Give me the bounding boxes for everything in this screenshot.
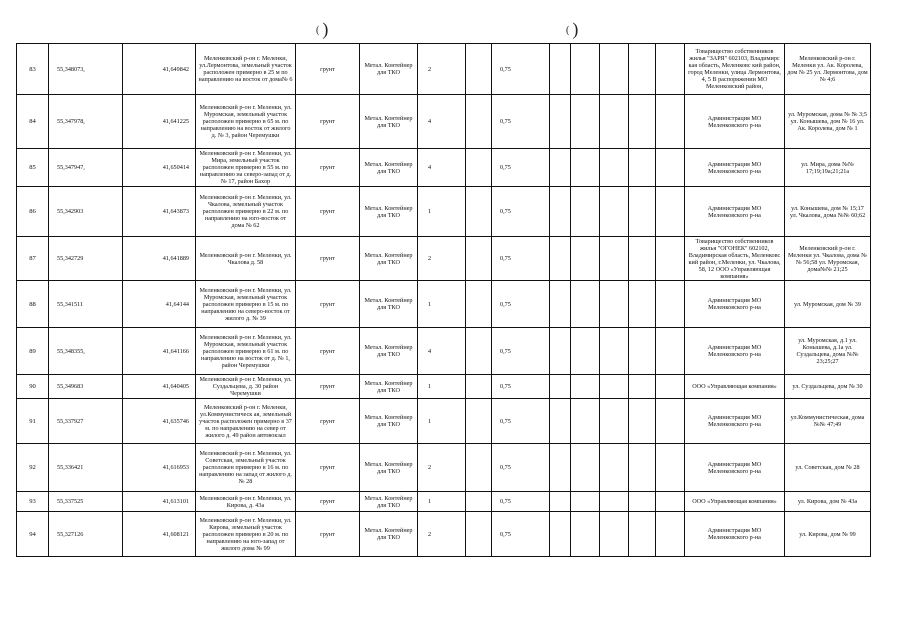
cell-waste-sources: ул.Коммунистическая, дома №№ 47;49 [785,399,871,444]
cell-location: Меленковский р-он г. Меленки, ул. Кирова, земельный участок расположен примерно в 20 м. по направлению на юго-запад от жилого дома № 99 [196,512,296,557]
cell-longitude: 41,643873 [123,187,196,237]
cell-location: Меленковский р-он г. Меленки, ул. Кирова, д. 43а [196,492,296,512]
cell-container-count: 2 [418,512,466,557]
cell-surface: грунт [296,281,360,328]
cell-empty [466,492,492,512]
cell-waste-sources: ул. Конышева, дом № 15;17 ул. Чкалова, дома №№ 60;62 [785,187,871,237]
cell-location: Меленковский р-он г. Меленки, ул. Советская, земельный участок расположен примерно в 16 м. по направлению на запад от жилого д. № 28 [196,444,296,492]
cell-empty [550,399,571,444]
cell-container-volume: 0,75 [492,399,550,444]
cell-waste-sources: ул. Муромская, дома № № 3;5 ул. Конышева, дом № 16 ул. Ак. Королева, дом № 1 [785,95,871,149]
cell-container-volume: 0,75 [492,444,550,492]
cell-container-volume: 0,75 [492,149,550,187]
cell-empty [466,328,492,375]
cell-container-count: 2 [418,237,466,281]
cell-row-number: 94 [17,512,49,557]
cell-waste-sources: ул. Муромская, дом № 39 [785,281,871,328]
cell-surface: грунт [296,328,360,375]
cell-empty [656,281,685,328]
cell-row-number: 91 [17,399,49,444]
cell-container-count: 1 [418,399,466,444]
cell-empty [656,444,685,492]
cell-location: Меленковский р-он г. Меленки, ул. Чкалова д. 58 [196,237,296,281]
cell-owner: Товарищество собственников жилья "ОГОНЕК" 602102, Владимирская область, Меленковс кий район, г.Меленки, ул. Чкалова, 58, 12 ООО «Управляющая компания» [685,237,785,281]
cell-empty [629,328,656,375]
cell-empty [600,399,629,444]
cell-longitude: 41,640405 [123,375,196,399]
cell-row-number: 87 [17,237,49,281]
cell-location: Меленковский р-он г. Меленки, ул. Мира, земельный участок расположен примерно в 55 м. по направлению на северо-запад от д. № 17, район Бахор [196,149,296,187]
cell-waste-sources: Меленковский р-он г. Меленки ул. Чкалова, дома №№ 56;58 ул. Муромская, дома№№ 21;25 [785,237,871,281]
cell-empty [656,95,685,149]
cell-container-count: 1 [418,492,466,512]
cell-row-number: 86 [17,187,49,237]
cell-waste-sources: ул. Кирова, дом № 43а [785,492,871,512]
cell-longitude: 41,635746 [123,399,196,444]
cell-latitude: 55,348073, [49,44,123,95]
cell-waste-sources: ул. Муромская, д.1 ул. Конышева, д.1а ул. Суздальцева, дома №№ 23;25;27 [785,328,871,375]
cell-empty [656,492,685,512]
cell-longitude: 41,650414 [123,149,196,187]
table-row [17,444,871,492]
cell-location: Меленковский р-он г. Меленки, ул. Суздальцева, д. 30 район Черемушки [196,375,296,399]
cell-empty [629,444,656,492]
cell-row-number: 85 [17,149,49,187]
cell-latitude: 55,348355, [49,328,123,375]
cell-empty [629,512,656,557]
cell-empty [466,444,492,492]
cell-surface: грунт [296,375,360,399]
cell-latitude: 55,347978, [49,95,123,149]
cell-longitude: 41,64144 [123,281,196,328]
cell-owner: Товарищество собственников жилья "ЗАРЯ" 602103, Владимирс кая область, Меленковс кий район, город Меленки, улица Лермонтова, 4, 5 В распоряжении МО Меленковский район, [685,44,785,95]
cell-owner: Администрация МО Меленковского р-на [685,328,785,375]
cell-location: Меленковский р-он г. Меленки, ул. Муромская, земельный участок расположен примерно в 65 м. по направлению на восток от жилого д. № 3, район Черемушки [196,95,296,149]
cell-container-volume: 0,75 [492,492,550,512]
cell-surface: грунт [296,149,360,187]
cell-waste-sources: ул. Суздальцева, дом № 30 [785,375,871,399]
cell-surface: грунт [296,512,360,557]
cell-container-volume: 0,75 [492,187,550,237]
cell-empty [466,399,492,444]
cell-location: Меленковский р-он г. Меленки, ул. Муромская, земельный участок расположен примерно в 15 м. по направлению на северо-восток от жилого д. № 39 [196,281,296,328]
cell-owner: ООО «Управляющая компания» [685,375,785,399]
cell-empty [629,149,656,187]
cell-container-type: Метал. Контейнер для ТКО [360,512,418,557]
cell-container-volume: 0,75 [492,44,550,95]
cell-surface: грунт [296,237,360,281]
cell-longitude: 41,641889 [123,237,196,281]
cell-waste-sources: ул. Советская, дом № 28 [785,444,871,492]
cell-empty [600,44,629,95]
cell-empty [571,399,600,444]
cell-container-count: 1 [418,375,466,399]
cell-empty [656,187,685,237]
cell-row-number: 93 [17,492,49,512]
cell-container-count: 4 [418,328,466,375]
cell-container-volume: 0,75 [492,281,550,328]
cell-empty [550,44,571,95]
cell-row-number: 90 [17,375,49,399]
cell-surface: грунт [296,399,360,444]
cell-empty [550,375,571,399]
cell-empty [600,444,629,492]
cell-empty [550,187,571,237]
cell-location: Меленковский р-он г. Меленки, ул.Коммунистическ ая, земельный участок расположен примерно в 37 м. по направлению на север от жилого д. 49 район автовокзал [196,399,296,444]
cell-container-volume: 0,75 [492,95,550,149]
cell-empty [600,328,629,375]
table-row [17,328,871,375]
cell-longitude: 41,608121 [123,512,196,557]
cell-row-number: 84 [17,95,49,149]
cell-empty [550,512,571,557]
cell-empty [466,44,492,95]
cell-owner: ООО «Управляющая компания» [685,492,785,512]
cell-longitude: 41,616953 [123,444,196,492]
cell-empty [550,237,571,281]
cell-empty [466,187,492,237]
cell-empty [550,95,571,149]
table-row [17,512,871,557]
cell-empty [571,237,600,281]
cell-latitude: 55,349683 [49,375,123,399]
cell-longitude: 41,641166 [123,328,196,375]
cell-empty [629,95,656,149]
cell-location: Меленковский р-он г. Меленки, ул. Муромская, земельный участок расположен примерно в 61 м. по направлению на восток от д. № 1, район Черемушки [196,328,296,375]
cell-container-type: Метал. Контейнер для ТКО [360,187,418,237]
registry-table-body [17,44,871,557]
cell-container-volume: 0,75 [492,237,550,281]
cell-empty [629,281,656,328]
cell-container-type: Метал. Контейнер для ТКО [360,44,418,95]
cell-container-volume: 0,75 [492,375,550,399]
cell-empty [571,281,600,328]
cell-owner: Администрация МО Меленковского р-на [685,399,785,444]
cell-container-type: Метал. Контейнер для ТКО [360,149,418,187]
cell-row-number: 92 [17,444,49,492]
cell-latitude: 55,342729 [49,237,123,281]
cell-empty [550,492,571,512]
cell-owner: Администрация МО Меленковского р-на [685,149,785,187]
cell-waste-sources: ул. Мира, дома №№ 17;19;19а;21;21а [785,149,871,187]
cell-container-count: 2 [418,444,466,492]
cell-empty [629,375,656,399]
cell-container-count: 1 [418,187,466,237]
punch-mark-left: ( ) [316,19,329,39]
cell-owner: Администрация МО Меленковского р-на [685,444,785,492]
cell-row-number: 83 [17,44,49,95]
cell-empty [466,512,492,557]
cell-empty [629,492,656,512]
cell-empty [600,281,629,328]
cell-longitude: 41,641225 [123,95,196,149]
cell-waste-sources: ул. Кирова, дом № 99 [785,512,871,557]
cell-location: Меленковский р-он г. Меленки, ул.Лермонтова, земельный участок расположен примерно в 25 м по направлению на восток от дома№ 6 [196,44,296,95]
cell-empty [656,237,685,281]
cell-row-number: 89 [17,328,49,375]
cell-owner: Администрация МО Меленковского р-на [685,512,785,557]
punch-mark-right: ( ) [566,19,579,39]
cell-empty [629,237,656,281]
cell-owner: Администрация МО Меленковского р-на [685,187,785,237]
table-row [17,399,871,444]
cell-latitude: 55,337927 [49,399,123,444]
cell-owner: Администрация МО Меленковского р-на [685,281,785,328]
cell-empty [571,149,600,187]
cell-surface: грунт [296,187,360,237]
cell-latitude: 55,347947, [49,149,123,187]
cell-empty [466,95,492,149]
cell-surface: грунт [296,95,360,149]
cell-empty [466,281,492,328]
cell-empty [600,375,629,399]
cell-latitude: 55,342903 [49,187,123,237]
cell-empty [600,492,629,512]
cell-container-count: 2 [418,44,466,95]
cell-container-count: 4 [418,149,466,187]
cell-empty [571,444,600,492]
cell-container-volume: 0,75 [492,328,550,375]
cell-latitude: 55,341511 [49,281,123,328]
table-row [17,375,871,399]
cell-empty [656,399,685,444]
cell-container-count: 4 [418,95,466,149]
cell-empty [550,444,571,492]
cell-empty [571,512,600,557]
cell-empty [656,512,685,557]
cell-empty [656,328,685,375]
cell-empty [656,375,685,399]
cell-empty [600,95,629,149]
cell-container-type: Метал. Контейнер для ТКО [360,399,418,444]
cell-waste-sources: Меленковский р-он г. Меленки ул. Ак. Королева, дом № 25 ул. Лермонтова, дом № 4;6 [785,44,871,95]
cell-empty [656,44,685,95]
cell-surface: грунт [296,444,360,492]
cell-longitude: 41,649842 [123,44,196,95]
registry-table [16,43,871,557]
cell-container-type: Метал. Контейнер для ТКО [360,237,418,281]
cell-latitude: 55,327126 [49,512,123,557]
cell-empty [571,492,600,512]
cell-empty [571,44,600,95]
cell-empty [629,399,656,444]
cell-empty [629,187,656,237]
cell-container-count: 1 [418,281,466,328]
table-row [17,149,871,187]
cell-surface: грунт [296,44,360,95]
cell-container-type: Метал. Контейнер для ТКО [360,95,418,149]
cell-empty [571,187,600,237]
table-row [17,281,871,328]
cell-container-type: Метал. Контейнер для ТКО [360,492,418,512]
cell-empty [600,187,629,237]
table-row [17,492,871,512]
cell-empty [600,512,629,557]
cell-container-volume: 0,75 [492,512,550,557]
cell-empty [600,237,629,281]
cell-empty [571,328,600,375]
cell-empty [571,95,600,149]
table-row [17,44,871,95]
cell-owner: Администрация МО Меленковского р-на [685,95,785,149]
table-row [17,187,871,237]
table-row [17,237,871,281]
cell-surface: грунт [296,492,360,512]
cell-empty [550,149,571,187]
cell-empty [550,328,571,375]
cell-container-type: Метал. Контейнер для ТКО [360,375,418,399]
cell-container-type: Метал. Контейнер для ТКО [360,444,418,492]
cell-container-type: Метал. Контейнер для ТКО [360,328,418,375]
cell-empty [466,237,492,281]
cell-empty [571,375,600,399]
cell-latitude: 55,336421 [49,444,123,492]
cell-empty [466,375,492,399]
cell-location: Меленковский р-он г. Меленки, ул. Чкалова, земельный участок расположен примерно в 22 м. по направлению на юго-восток от дома № 62 [196,187,296,237]
cell-empty [466,149,492,187]
table-row [17,95,871,149]
cell-empty [629,44,656,95]
cell-empty [600,149,629,187]
cell-empty [550,281,571,328]
cell-empty [656,149,685,187]
cell-longitude: 41,613101 [123,492,196,512]
cell-latitude: 55,337525 [49,492,123,512]
cell-row-number: 88 [17,281,49,328]
cell-container-type: Метал. Контейнер для ТКО [360,281,418,328]
